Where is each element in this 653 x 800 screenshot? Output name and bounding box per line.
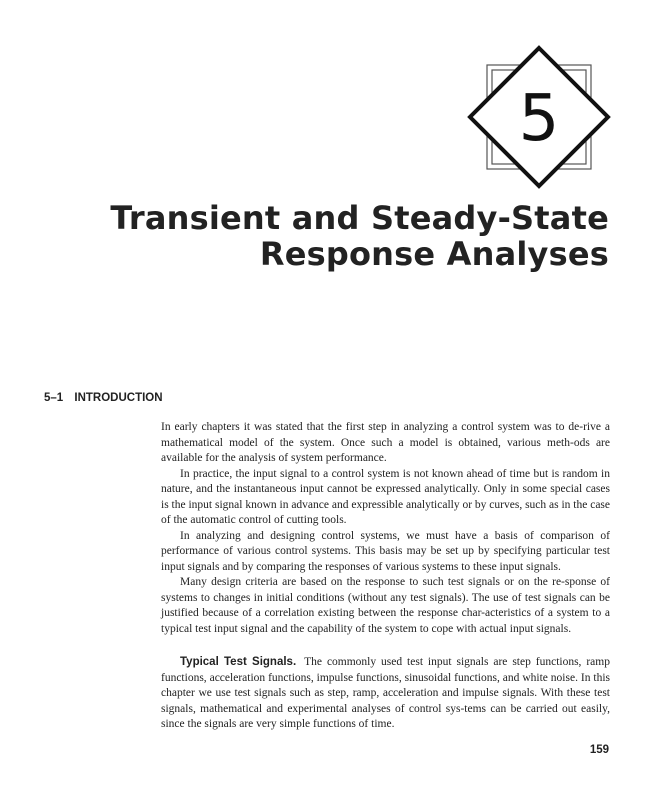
subsection-heading: Typical Test Signals. bbox=[180, 656, 297, 668]
section-heading bbox=[44, 392, 163, 404]
chapter-title-line-1: Transient and Steady-State bbox=[110, 199, 609, 237]
section-number: 5–1 bbox=[44, 392, 64, 404]
body-text bbox=[161, 420, 610, 733]
paragraph: In early chapters it was stated that the first step in analyzing a control system was to de-rive a mathematical model of the system. Once such a model is obtained, various meth-ods are available for the analysis of system performance. bbox=[161, 421, 610, 464]
section-title: INTRODUCTION bbox=[74, 392, 163, 404]
chapter-title-line-2: Response Analyses bbox=[259, 235, 609, 273]
subsection-text: The commonly used test input signals are step functions, ramp functions, acceleration functions, impulse functions, sinusoidal functions, and white noise. In this chapter we use test signals such as step, ramp, acceleration and impulse signals. With these test signals, mathematical and experimental analyses of control sys-tems can be carried out easily, since the signals are very simple functions of time. bbox=[161, 656, 610, 730]
paragraph: In analyzing and designing control systems, we must have a basis of comparison of performance of various control systems. This basis may be set up by specifying particular test input signals and by comparing the responses of various systems to these input signals. bbox=[161, 529, 610, 573]
chapter-number: 5 bbox=[518, 82, 560, 156]
chapter-title bbox=[110, 200, 609, 272]
paragraph: In practice, the input signal to a control system is not known ahead of time but is random in nature, and the instantaneous input cannot be expressed analytically. Only in some special cases is the input signal known in advance and expressible analytically or by curves, such as in the case of the automatic control of cutting tools. bbox=[161, 467, 611, 526]
page-number: 159 bbox=[589, 744, 609, 756]
paragraph: Many design criteria are based on the response to such test signals or on the re-sponse of systems to changes in initial conditions (without any test signals). The use of test signals can be justified because of a correlation existing between the response char-acteristics of a system to a typical test input signal and the capability of the system to cope with actual input signals. bbox=[161, 576, 610, 635]
chapter-emblem bbox=[466, 44, 612, 190]
subsection-paragraph bbox=[161, 655, 610, 733]
